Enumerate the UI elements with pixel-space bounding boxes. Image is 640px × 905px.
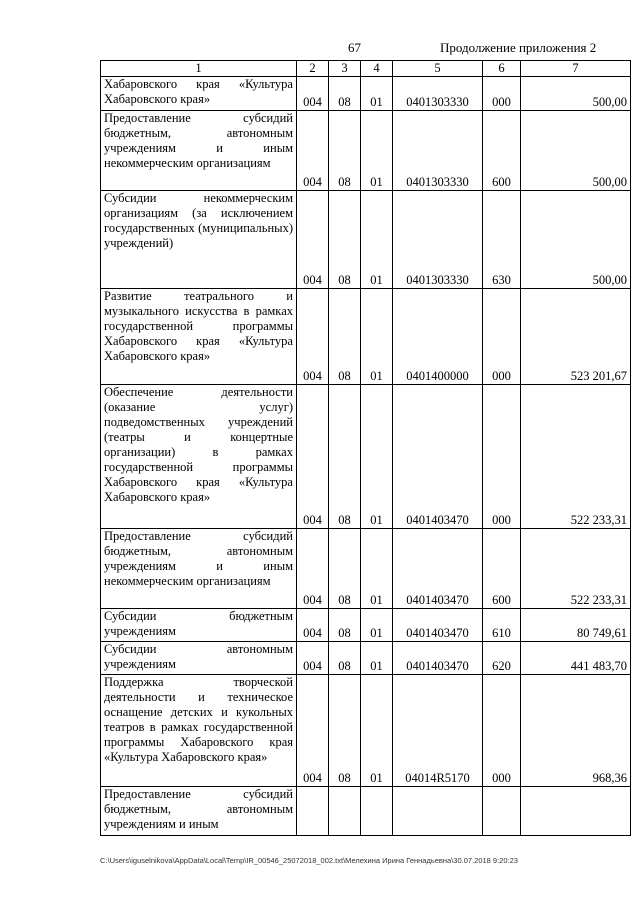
row-code-2: 004 <box>297 289 329 385</box>
table-row <box>101 111 631 191</box>
row-code-6: 000 <box>483 385 521 529</box>
row-code-3: 08 <box>329 191 361 289</box>
row-code-6: 600 <box>483 111 521 191</box>
row-code-6: 620 <box>483 642 521 675</box>
row-code-4 <box>361 787 393 836</box>
column-header: 5 <box>393 61 483 77</box>
table-row <box>101 529 631 609</box>
column-header: 6 <box>483 61 521 77</box>
row-name: Субсидии автономным учреждениям <box>101 642 297 675</box>
row-amount: 441 483,70 <box>521 642 631 675</box>
header-row <box>101 61 631 77</box>
row-code-4: 01 <box>361 77 393 111</box>
row-name: Поддержка творческой деятельности и техническое оснащение детских и кукольных театров в рамках государственной программы Хабаровского края «Культура Хабаровского края» <box>101 675 297 787</box>
row-amount: 522 233,31 <box>521 529 631 609</box>
row-code-4: 01 <box>361 642 393 675</box>
row-code-6 <box>483 787 521 836</box>
table-row <box>101 191 631 289</box>
row-amount: 523 201,67 <box>521 289 631 385</box>
row-name: Субсидии некоммерческим организациям (за исключением государственных (муниципальных) учреждений) <box>101 191 297 289</box>
row-code-2: 004 <box>297 385 329 529</box>
row-code-4: 01 <box>361 289 393 385</box>
table-row <box>101 787 631 836</box>
row-code-5: 0401303330 <box>393 111 483 191</box>
row-code-6: 600 <box>483 529 521 609</box>
column-header: 7 <box>521 61 631 77</box>
column-header: 2 <box>297 61 329 77</box>
row-amount: 968,36 <box>521 675 631 787</box>
row-code-3: 08 <box>329 289 361 385</box>
row-code-6: 000 <box>483 289 521 385</box>
row-code-2: 004 <box>297 77 329 111</box>
row-code-5: 0401403470 <box>393 385 483 529</box>
row-code-3: 08 <box>329 675 361 787</box>
row-code-6: 000 <box>483 675 521 787</box>
row-code-3: 08 <box>329 529 361 609</box>
row-code-6: 630 <box>483 191 521 289</box>
table-row <box>101 289 631 385</box>
budget-table <box>100 60 631 836</box>
row-amount: 80 749,61 <box>521 609 631 642</box>
row-name: Обеспечение деятельности (оказание услуг) подведомственных учреждений (театры и концертные организации) в рамках государственной программы Хабаровского края «Культура Хабаровского края» <box>101 385 297 529</box>
row-code-5: 0401403470 <box>393 609 483 642</box>
row-code-2: 004 <box>297 111 329 191</box>
row-code-3: 08 <box>329 77 361 111</box>
row-name: Хабаровского края «Культура Хабаровского края» <box>101 77 297 111</box>
row-code-5: 0401403470 <box>393 529 483 609</box>
row-name: Субсидии бюджетным учреждениям <box>101 609 297 642</box>
row-amount: 500,00 <box>521 191 631 289</box>
row-amount <box>521 787 631 836</box>
row-code-2: 004 <box>297 529 329 609</box>
row-code-5: 04014R5170 <box>393 675 483 787</box>
row-code-6: 000 <box>483 77 521 111</box>
row-code-2: 004 <box>297 609 329 642</box>
table-row <box>101 77 631 111</box>
row-code-5: 0401303330 <box>393 77 483 111</box>
row-code-2: 004 <box>297 642 329 675</box>
row-name: Предоставление субсидий бюджетным, автономным учреждениям и иным <box>101 787 297 836</box>
table-row <box>101 642 631 675</box>
row-code-5: 0401403470 <box>393 642 483 675</box>
row-amount: 522 233,31 <box>521 385 631 529</box>
row-code-4: 01 <box>361 385 393 529</box>
column-header: 4 <box>361 61 393 77</box>
row-code-2: 004 <box>297 675 329 787</box>
row-code-2: 004 <box>297 191 329 289</box>
row-code-4: 01 <box>361 609 393 642</box>
row-code-3: 08 <box>329 385 361 529</box>
row-name: Предоставление субсидий бюджетным, автономным учреждениям и иным некоммерческим организациям <box>101 529 297 609</box>
table-row <box>101 609 631 642</box>
column-header: 3 <box>329 61 361 77</box>
row-code-4: 01 <box>361 111 393 191</box>
row-code-5: 0401303330 <box>393 191 483 289</box>
row-code-3: 08 <box>329 609 361 642</box>
table-row <box>101 675 631 787</box>
row-code-5: 0401400000 <box>393 289 483 385</box>
row-name: Развитие театрального и музыкального искусства в рамках государственной программы Хабаровского края «Культура Хабаровского края» <box>101 289 297 385</box>
row-code-4: 01 <box>361 529 393 609</box>
row-code-4: 01 <box>361 191 393 289</box>
row-code-3 <box>329 787 361 836</box>
row-code-6: 610 <box>483 609 521 642</box>
file-path-footer: C:\Users\iguselnikova\AppData\Local\Temp\IR_00546_25072018_002.txt\Мелехина Ирина Геннадьевна\30.07.2018 9:20:23 <box>100 856 518 865</box>
row-amount: 500,00 <box>521 111 631 191</box>
row-code-2 <box>297 787 329 836</box>
row-amount: 500,00 <box>521 77 631 111</box>
row-code-3: 08 <box>329 111 361 191</box>
page-number: 67 <box>348 40 361 55</box>
row-code-5 <box>393 787 483 836</box>
column-header: 1 <box>101 61 297 77</box>
table-row <box>101 385 631 529</box>
continuation-label: Продолжение приложения 2 <box>440 40 597 55</box>
row-code-4: 01 <box>361 675 393 787</box>
row-name: Предоставление субсидий бюджетным, автономным учреждениям и иным некоммерческим организациям <box>101 111 297 191</box>
row-code-3: 08 <box>329 642 361 675</box>
